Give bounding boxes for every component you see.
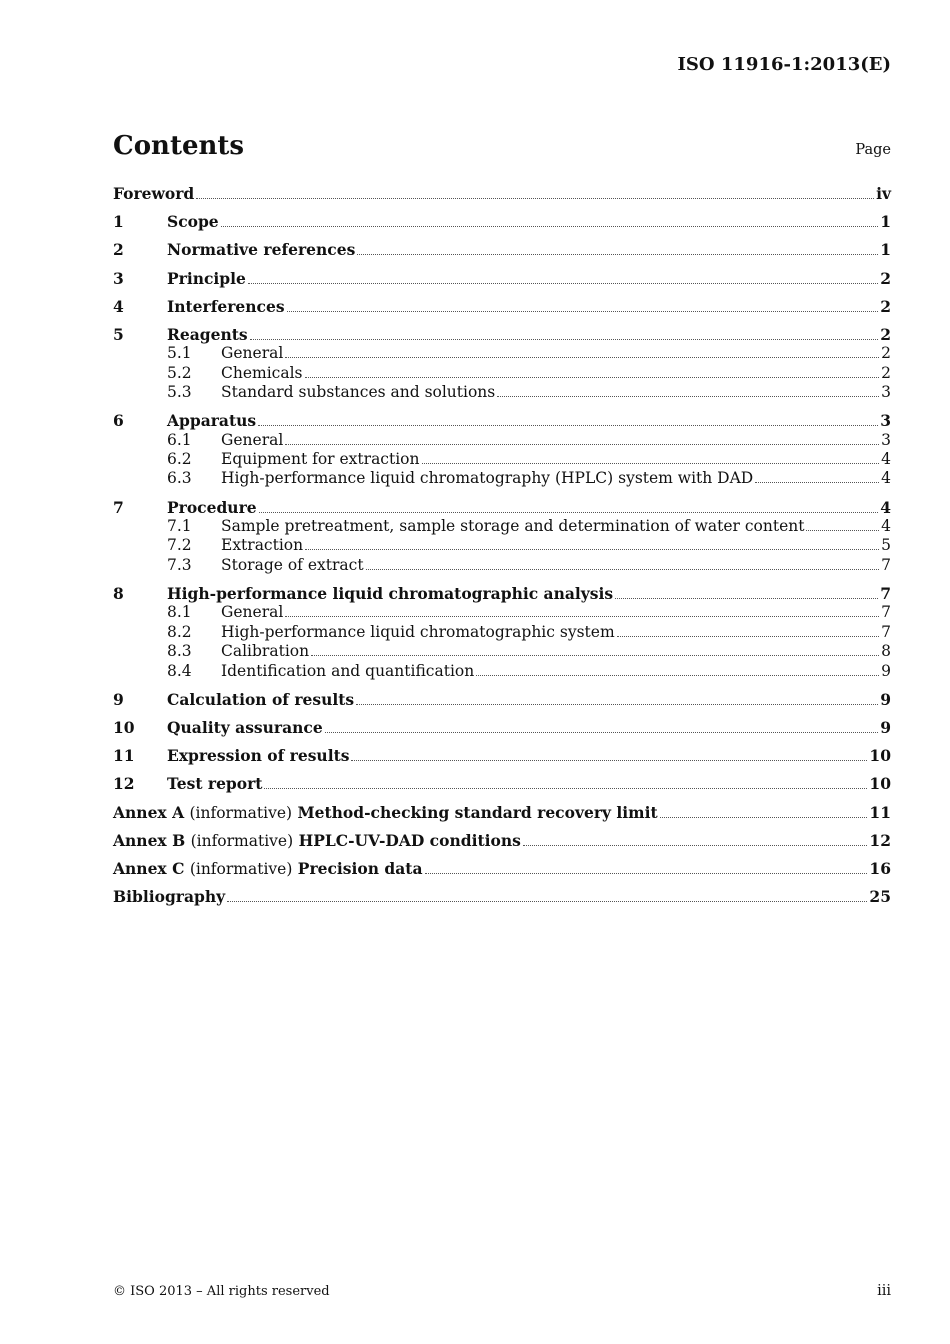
toc-entry-title <box>113 831 521 851</box>
toc-page-number: 5 <box>881 536 891 555</box>
dot-leader <box>351 748 867 761</box>
toc-entry-title: General <box>221 430 284 449</box>
toc-entry-title: Foreword <box>113 184 195 203</box>
toc-page-number: 4 <box>881 517 891 536</box>
toc-subentry[interactable] <box>113 662 891 681</box>
dot-leader <box>497 384 879 397</box>
annex-label: Annex C <box>113 858 185 878</box>
toc-entry-number: 5 <box>113 324 124 344</box>
toc-entry-number: 9 <box>113 689 124 709</box>
toc-subentry[interactable] <box>113 517 891 536</box>
toc-entry[interactable] <box>113 498 891 517</box>
dot-leader <box>287 299 879 312</box>
toc-entry[interactable] <box>113 184 891 203</box>
toc-page-number: 3 <box>881 430 891 449</box>
toc-page-number: 4 <box>881 450 891 469</box>
toc-entry[interactable] <box>113 718 891 737</box>
toc-subentry[interactable] <box>113 469 891 488</box>
toc-entry-title: Calculation of results <box>167 689 355 709</box>
toc-entry-title: Normative references <box>167 240 356 260</box>
toc-subentry[interactable] <box>113 383 891 402</box>
dot-leader <box>196 186 874 199</box>
annex-note: (informative) <box>190 831 294 850</box>
toc-entry-title: Extraction <box>221 536 304 555</box>
toc-page-number: 2 <box>880 296 891 316</box>
toc-entry-number: 12 <box>113 774 135 794</box>
toc-entry-title: Procedure <box>167 497 257 517</box>
toc-entry-number: 2 <box>113 240 124 260</box>
toc-entry-number: 7.3 <box>167 555 192 574</box>
dot-leader <box>305 537 879 550</box>
toc-page-number: 7 <box>881 555 891 574</box>
toc-page-number: iv <box>876 184 891 203</box>
annex-title: Precision data <box>297 858 423 878</box>
annex-note: (informative) <box>189 803 293 822</box>
dot-leader <box>325 720 879 733</box>
toc-entry-title: Standard substances and solutions <box>221 383 496 402</box>
toc-subentry[interactable] <box>113 642 891 661</box>
dot-leader <box>259 500 879 513</box>
toc-page-number: 16 <box>869 858 891 878</box>
toc-entry-number: 8 <box>113 584 124 604</box>
toc-page-number: 2 <box>880 324 891 344</box>
annex-title: Method-checking standard recovery limit <box>297 802 658 822</box>
toc-page-number: 7 <box>881 603 891 622</box>
toc-entry-title: High-performance liquid chromatographic analysis <box>167 584 614 604</box>
dot-leader <box>356 692 878 705</box>
toc-page-number: 4 <box>881 469 891 488</box>
toc-entry-title: Expression of results <box>167 746 350 766</box>
toc-page-number: 11 <box>869 802 891 822</box>
page-number: iii <box>877 1283 891 1299</box>
toc-entry[interactable] <box>113 240 891 259</box>
toc-entry-number: 7.2 <box>167 536 192 555</box>
toc-entry[interactable] <box>113 325 891 344</box>
toc-entry[interactable] <box>113 887 891 906</box>
toc-entry-title: Quality assurance <box>167 717 323 737</box>
dot-leader <box>285 345 879 358</box>
annex-label: Annex A <box>113 802 185 822</box>
dot-leader <box>806 518 879 531</box>
toc-entry-title: Reagents <box>167 324 248 344</box>
toc-entry-number: 6.2 <box>167 450 192 469</box>
toc-entry[interactable] <box>113 269 891 288</box>
dot-leader <box>248 271 878 284</box>
dot-leader <box>221 214 879 227</box>
dot-leader <box>285 432 879 445</box>
toc-entry-number: 8.1 <box>167 603 192 622</box>
dot-leader <box>422 451 880 464</box>
toc-entry-title: Sample pretreatment, sample storage and determination of water content <box>221 517 805 536</box>
dot-leader <box>258 413 878 426</box>
toc-page-number: 10 <box>869 774 891 794</box>
dot-leader <box>425 861 868 874</box>
toc-entry-title: Test report <box>167 774 263 794</box>
toc-entry[interactable] <box>113 411 891 430</box>
toc-entry[interactable] <box>113 774 891 793</box>
page-column-label: Page <box>855 142 891 158</box>
dot-leader <box>366 557 880 570</box>
toc-entry-number: 8.2 <box>167 622 192 641</box>
toc-entry-title: Bibliography <box>113 887 226 907</box>
dot-leader <box>264 776 867 789</box>
toc-page-number: 7 <box>880 584 891 604</box>
contents-title: Contents <box>113 131 245 161</box>
toc-page-number: 9 <box>881 661 891 680</box>
annex-label: Annex B <box>113 830 186 850</box>
toc-page-number: 25 <box>869 887 891 907</box>
toc-entry[interactable] <box>113 803 891 822</box>
toc-entry-title: Chemicals <box>221 363 303 382</box>
toc-entry-title: Apparatus <box>167 411 257 431</box>
toc-page-number: 9 <box>880 689 891 709</box>
toc-entry-number: 5.3 <box>167 383 192 402</box>
toc-entry-number: 10 <box>113 717 135 737</box>
toc-entry-number: 7.1 <box>167 517 192 536</box>
toc-page-number: 2 <box>880 268 891 288</box>
toc-entry-number: 8.4 <box>167 661 192 680</box>
dot-leader <box>755 470 879 483</box>
toc-subentry[interactable] <box>113 603 891 622</box>
annex-note: (informative) <box>189 859 293 878</box>
toc-subentry[interactable] <box>113 344 891 363</box>
toc-entry-number: 4 <box>113 296 124 316</box>
toc-entry-title: Scope <box>167 212 219 232</box>
toc-page-number: 3 <box>881 383 891 402</box>
toc-entry-number: 11 <box>113 746 135 766</box>
toc-entry-title: Calibration <box>221 642 310 661</box>
toc-page-number: 7 <box>881 622 891 641</box>
toc-page-number: 8 <box>881 642 891 661</box>
toc-subentry[interactable] <box>113 536 891 555</box>
toc-entry-title: General <box>221 344 284 363</box>
dot-leader <box>523 833 868 846</box>
toc-page-number: 2 <box>881 363 891 382</box>
dot-leader <box>227 889 867 902</box>
toc-entry-number: 5.1 <box>167 344 192 363</box>
toc-entry[interactable] <box>113 690 891 709</box>
dot-leader <box>617 624 879 637</box>
document-code: ISO 11916-1:2013(E) <box>677 54 891 75</box>
toc-entry-number: 8.3 <box>167 642 192 661</box>
toc-entry[interactable] <box>113 297 891 316</box>
toc-page-number: 3 <box>880 411 891 431</box>
toc-entry-title: Identification and quantification <box>221 661 475 680</box>
toc-subentry[interactable] <box>113 556 891 575</box>
toc-entry-title: Equipment for extraction <box>221 450 420 469</box>
toc-subentry[interactable] <box>113 450 891 469</box>
toc-entry-title: General <box>221 603 284 622</box>
toc-entry[interactable] <box>113 212 891 231</box>
dot-leader <box>285 604 879 617</box>
dot-leader <box>305 365 880 378</box>
annex-title: HPLC-UV-DAD conditions <box>298 830 521 850</box>
toc-entry-title: High-performance liquid chromatography (HPLC) system with DAD <box>221 469 754 488</box>
toc-entry[interactable] <box>113 746 891 765</box>
toc-entry-title <box>113 803 658 823</box>
copyright-notice: © ISO 2013 – All rights reserved <box>113 1284 330 1299</box>
toc-page-number: 4 <box>880 497 891 517</box>
toc-entry-number: 5.2 <box>167 363 192 382</box>
toc-entry-title: Interferences <box>167 296 285 316</box>
dot-leader <box>615 586 878 599</box>
toc-page-number: 10 <box>869 746 891 766</box>
dot-leader <box>311 643 879 656</box>
toc-entry-title: Storage of extract <box>221 555 364 574</box>
toc-entry-number: 1 <box>113 212 124 232</box>
toc-page-number: 2 <box>881 344 891 363</box>
table-of-contents <box>113 184 891 906</box>
dot-leader <box>250 327 879 340</box>
toc-page-number: 12 <box>869 830 891 850</box>
toc-entry-number: 6 <box>113 411 124 431</box>
toc-subentry[interactable] <box>113 431 891 450</box>
toc-page-number: 1 <box>880 212 891 232</box>
toc-page-number: 1 <box>880 240 891 260</box>
toc-entry-title: Principle <box>167 268 246 288</box>
toc-entry-title: High-performance liquid chromatographic system <box>221 622 615 641</box>
toc-entry-number: 6.3 <box>167 469 192 488</box>
toc-entry[interactable] <box>113 859 891 878</box>
dot-leader <box>476 663 879 676</box>
dot-leader <box>357 242 878 255</box>
toc-entry-number: 3 <box>113 268 124 288</box>
toc-entry-number: 7 <box>113 497 124 517</box>
toc-subentry[interactable] <box>113 623 891 642</box>
toc-entry[interactable] <box>113 831 891 850</box>
toc-entry-title <box>113 859 423 879</box>
toc-entry-number: 6.1 <box>167 430 192 449</box>
dot-leader <box>660 805 868 818</box>
toc-page-number: 9 <box>880 717 891 737</box>
toc-subentry[interactable] <box>113 364 891 383</box>
toc-entry[interactable] <box>113 584 891 603</box>
